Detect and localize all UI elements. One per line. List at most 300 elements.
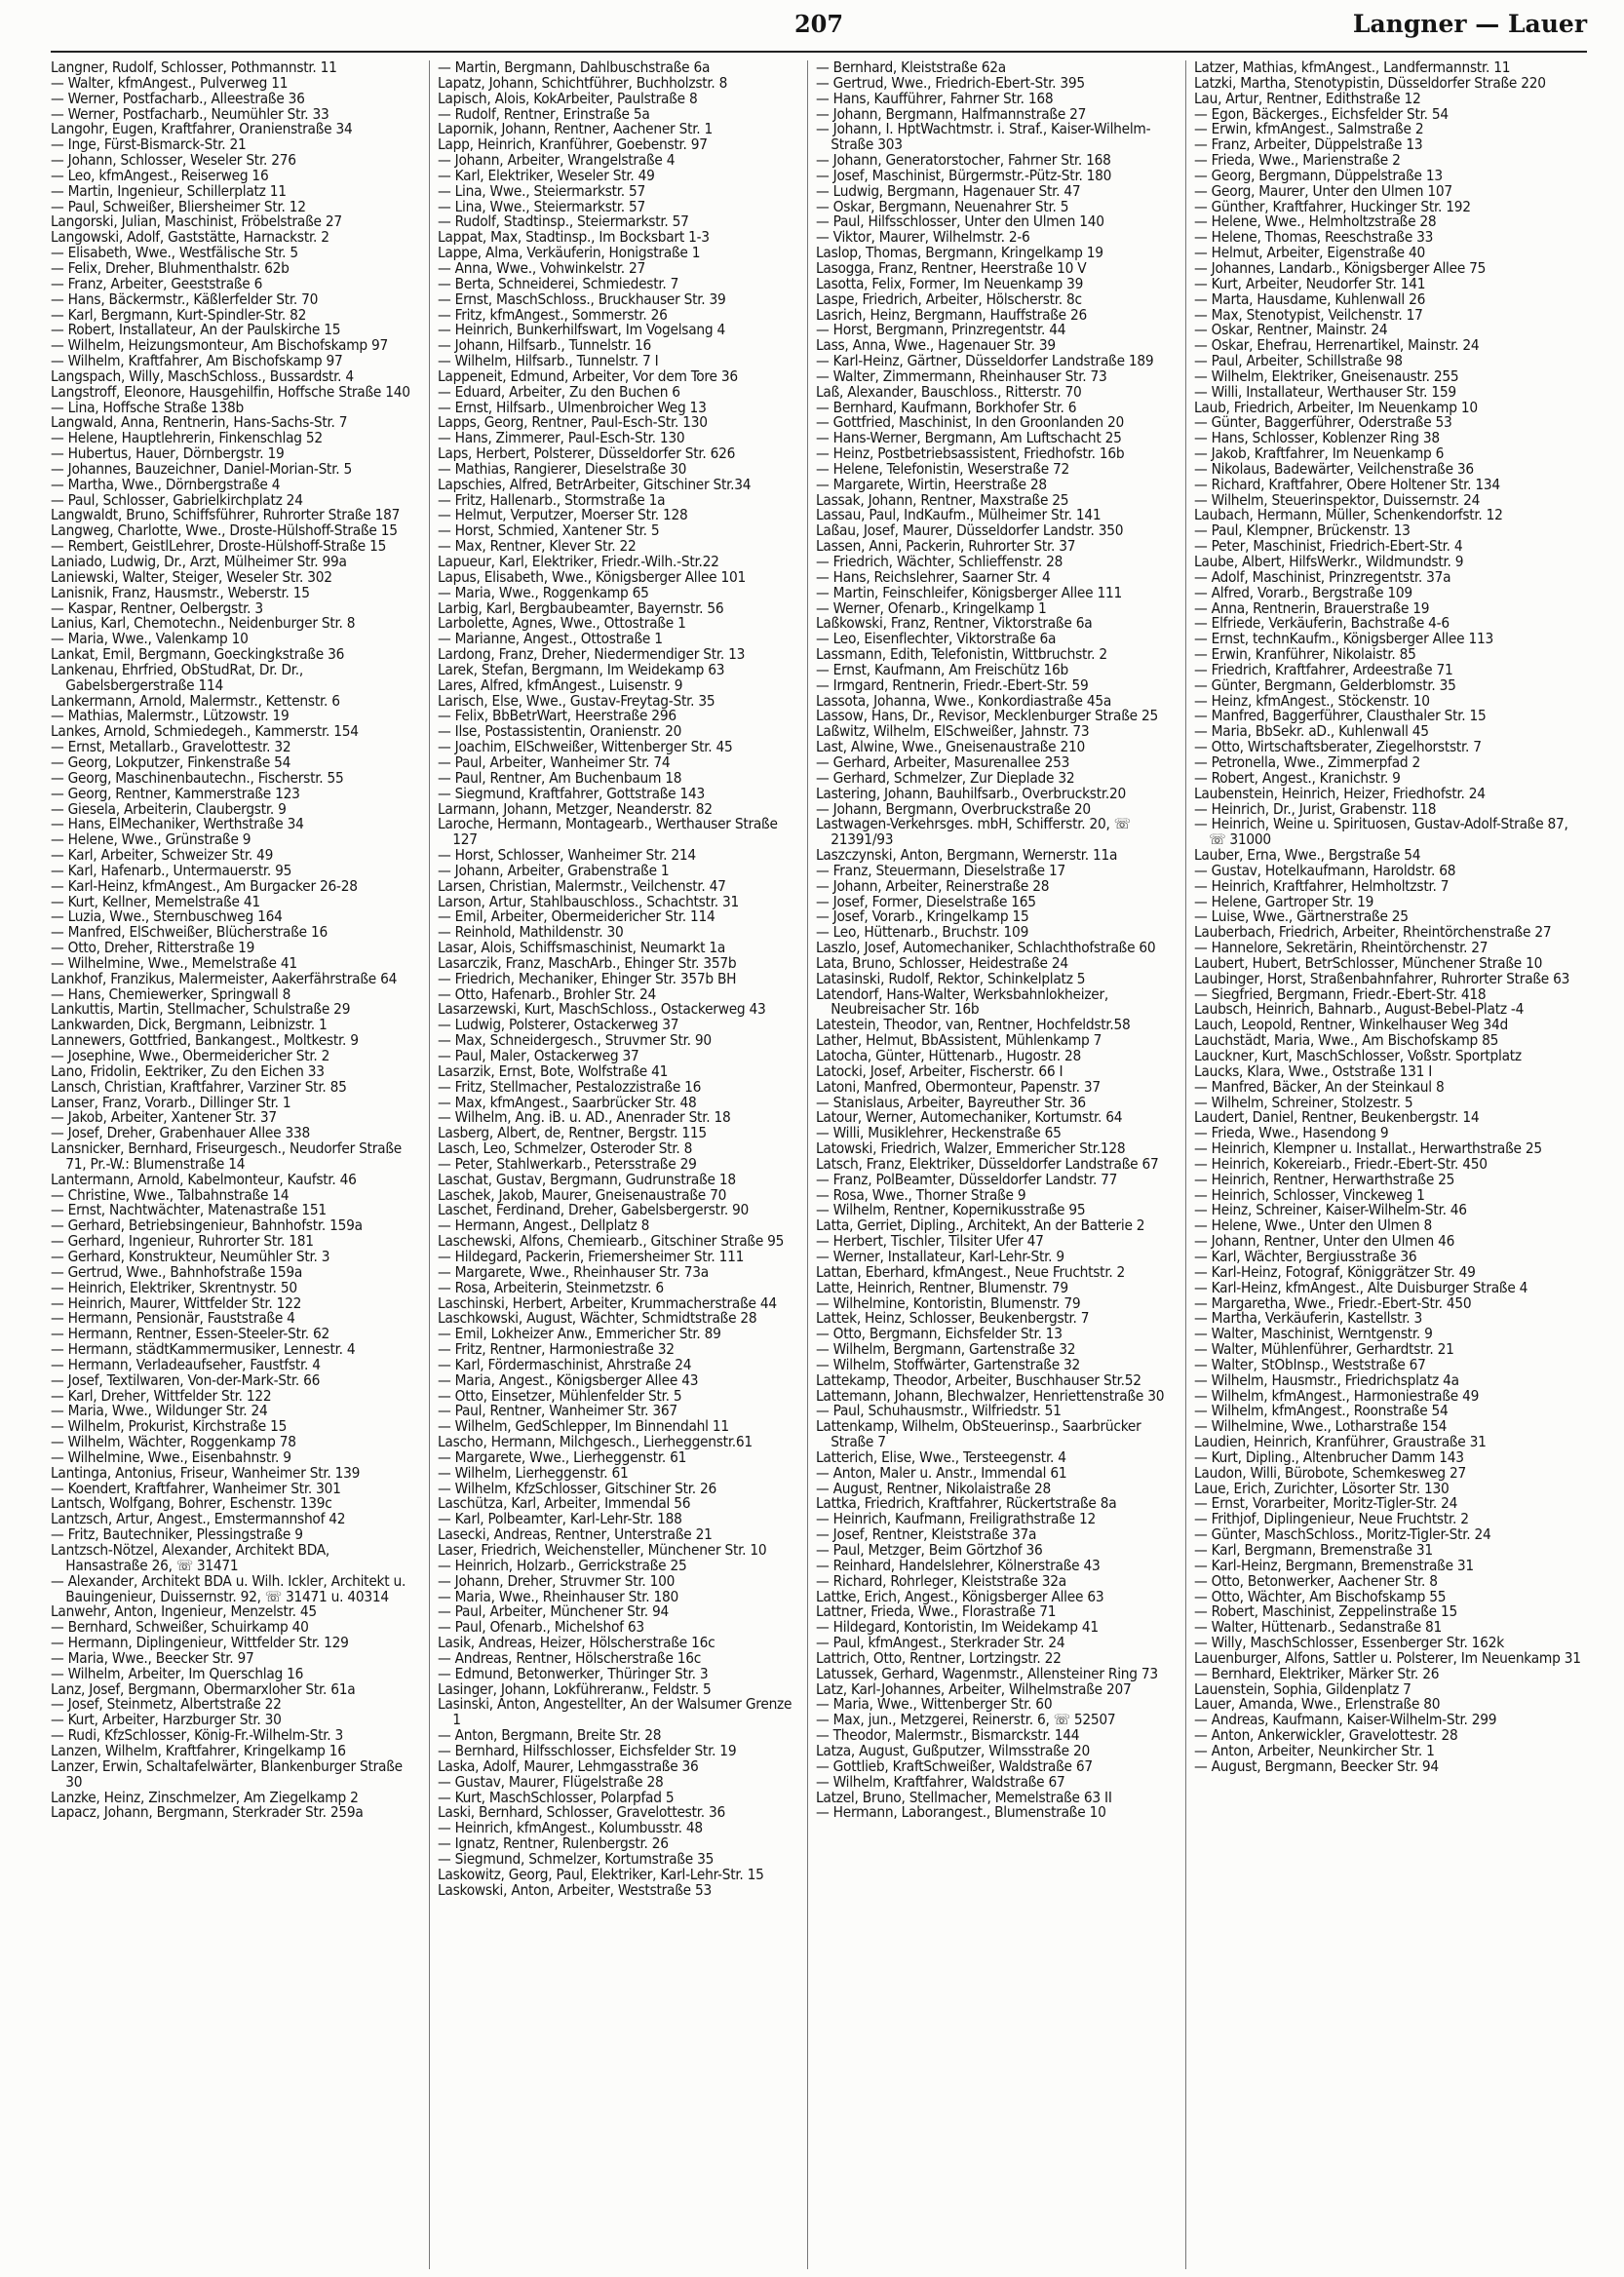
directory-entry: — Stanislaus, Arbeiter, Bayreuther Str. 36 (816, 1095, 1086, 1111)
directory-entry: — Hans-Werner, Bergmann, Am Luftschacht 25 (816, 431, 1122, 447)
directory-entry: — Egon, Bäckerges., Eichsfelder Str. 54 (1194, 106, 1449, 123)
directory-entry: — Georg, Maurer, Unter den Ulmen 107 (1194, 183, 1452, 200)
directory-entry: — Wilhelmine, Kontoristin, Blumenstr. 79 (816, 1295, 1081, 1312)
directory-entry: — Gerhard, Schmelzer, Zur Dieplade 32 (816, 770, 1075, 787)
directory-entry: Lassak, Johann, Rentner, Maxstraße 25 (816, 492, 1069, 509)
directory-entry: Laschek, Jakob, Maurer, Gneisenaustraße 70 (438, 1187, 727, 1204)
directory-entry: — Maria, Wwe., Valenkamp 10 (51, 632, 249, 648)
directory-entry: — Hermann, Laborangest., Blumenstraße 10 (816, 1805, 1106, 1822)
directory-entry: Larisch, Else, Wwe., Gustav-Freytag-Str. 35 (438, 693, 715, 710)
directory-entry: Latoni, Manfred, Obermonteur, Papenstr. 37 (816, 1079, 1101, 1096)
directory-entry: — Joachim, ElSchweißer, Wittenberger Str. 45 (438, 740, 733, 755)
directory-entry: — Gottlieb, KraftSchweißer, Waldstraße 67 (816, 1758, 1093, 1775)
directory-entry: — Bernhard, Kleiststraße 62a (816, 60, 1006, 76)
directory-entry: Langwaldt, Bruno, Schiffsführer, Ruhrorter Straße 187 (51, 508, 401, 524)
directory-entry: — Paul, Rentner, Am Buchenbaum 18 (438, 770, 682, 787)
directory-entry: Laßau, Josef, Maurer, Düsseldorfer Landstr. 350 (816, 523, 1124, 540)
directory-entry: — Fritz, kfmAngest., Sommerstr. 26 (438, 307, 668, 324)
directory-entry: — Paul, Maler, Ostackerweg 37 (438, 1049, 639, 1064)
directory-entry: Lau, Artur, Rentner, Edithstraße 12 (1194, 91, 1421, 107)
directory-entry: — Georg, Maschinenbautechn., Fischerstr. 55 (51, 770, 344, 787)
directory-entry: — Robert, Maschinist, Zeppelinstraße 15 (1194, 1604, 1458, 1621)
directory-entry: — Paul, Hilfsschlosser, Unter den Ulmen 140 (816, 214, 1104, 231)
directory-entry: — Paul, Metzger, Beim Görtzhof 36 (816, 1543, 1043, 1559)
directory-entry: — Oskar, Bergmann, Neuenahrer Str. 5 (816, 199, 1069, 215)
directory-entry: Lassota, Johanna, Wwe., Konkordiastraße 45a (816, 693, 1112, 710)
directory-entry: — Hildegard, Packerin, Friemersheimer Str. 111 (438, 1249, 745, 1265)
column-4 (1185, 60, 1588, 2269)
directory-entry: Laschet, Ferdinand, Dreher, Gabelsbergerstr. 90 (438, 1203, 750, 1219)
directory-entry: Laue, Erich, Zurichter, Lösorter Str. 130 (1194, 1481, 1450, 1497)
directory-entry: Laßwitz, Wilhelm, ElSchweißer, Jahnstr. 73 (816, 724, 1090, 741)
directory-entry: — Peter, Maschinist, Friedrich-Ebert-Str. 4 (1194, 539, 1463, 555)
directory-entry: — Johannes, Landarb., Königsberger Allee 75 (1194, 260, 1487, 277)
directory-entry: — Ignatz, Rentner, Rulenbergstr. 26 (438, 1836, 669, 1852)
directory-entry: Lasberg, Albert, de, Rentner, Bergstr. 115 (438, 1126, 707, 1142)
directory-entry: Laschütza, Karl, Arbeiter, Immendal 56 (438, 1496, 691, 1513)
directory-entry: Laskowski, Anton, Arbeiter, Weststraße 53 (438, 1882, 712, 1899)
directory-entry: Laschkowski, August, Wächter, Schmidtstraße 28 (438, 1311, 757, 1328)
directory-entry: — Kaspar, Rentner, Oelbergstr. 3 (51, 600, 263, 617)
directory-entry: — Christine, Wwe., Talbahnstraße 14 (51, 1187, 290, 1204)
directory-entry: — Andreas, Rentner, Hölscherstraße 16c (438, 1650, 702, 1667)
directory-entry: Lantsch, Wolfgang, Bohrer, Eschenstr. 139c (51, 1496, 332, 1513)
directory-entry: Laser, Friedrich, Weichensteller, Münchener Str. 10 (438, 1543, 767, 1559)
directory-entry: — Otto, Einsetzer, Mühlenfelder Str. 5 (438, 1388, 682, 1405)
directory-entry: Larbolette, Agnes, Wwe., Ottostraße 1 (438, 616, 686, 633)
directory-entry: — Hans, Reichslehrer, Saarner Str. 4 (816, 569, 1051, 586)
directory-entry: Laps, Herbert, Polsterer, Düsseldorfer Str. 626 (438, 446, 736, 462)
directory-entry: — Hans, Kaufführer, Fahrner Str. 168 (816, 91, 1054, 107)
directory-entry: Lattekamp, Theodor, Arbeiter, Buschhauser Str.52 (816, 1372, 1141, 1389)
directory-entry: — Frieda, Wwe., Marienstraße 2 (1194, 153, 1401, 169)
directory-entry: Lasch, Leo, Schmelzer, Osteroder Str. 8 (438, 1141, 693, 1157)
column-2 (429, 60, 808, 2269)
directory-entry: Lantzsch-Nötzel, Alexander, Architekt BDA, Hansastraße 26, ☏ 31471 (51, 1543, 330, 1574)
directory-entry: Lauber, Erna, Wwe., Bergstraße 54 (1194, 848, 1421, 864)
directory-entry: Langowski, Adolf, Gaststätte, Harnackstr. 2 (51, 230, 329, 247)
directory-entry: — Wilhelm, Prokurist, Kirchstraße 15 (51, 1419, 288, 1436)
directory-entry: — Günter, Baggerführer, Oderstraße 53 (1194, 415, 1452, 432)
directory-entry: Lanz, Josef, Bergmann, Obermarxloher Str. 61a (51, 1681, 356, 1698)
directory-entry: — Friedrich, Mechaniker, Ehinger Str. 357b BH (438, 971, 737, 987)
directory-entry: — Gertrud, Wwe., Friedrich-Ebert-Str. 395 (816, 75, 1085, 92)
directory-entry: Laudon, Willi, Bürobote, Schemkesweg 27 (1194, 1465, 1466, 1482)
directory-entry: — Oskar, Rentner, Mainstr. 24 (1194, 323, 1388, 339)
directory-entry: — Hans, ElMechaniker, Werthstraße 34 (51, 817, 304, 833)
directory-entry: Langohr, Eugen, Kraftfahrer, Oranienstraße 34 (51, 122, 353, 138)
directory-entry: Laski, Bernhard, Schlosser, Gravelottestr. 36 (438, 1805, 725, 1822)
directory-entry: Langstroff, Eleonore, Hausgehilfin, Hoffsche Straße 140 (51, 384, 410, 401)
directory-entry: — Ernst, MaschSchloss., Bruckhauser Str. 39 (438, 291, 726, 308)
directory-entry: — Wilhelm, Elektriker, Gneisenaustr. 255 (1194, 368, 1459, 385)
directory-entry: — Wilhelm, Lierheggenstr. 61 (438, 1465, 629, 1482)
directory-entry: — Alfred, Vorarb., Bergstraße 109 (1194, 585, 1412, 601)
directory-entry: — Hans, Zimmerer, Paul-Esch-Str. 130 (438, 431, 685, 447)
directory-entry: — Paul, Ofenarb., Michelshof 63 (438, 1620, 644, 1637)
directory-entry: — Bernhard, Hilfsschlosser, Eichsfelder Str. 19 (438, 1743, 737, 1759)
directory-entry: — Hermann, Angest., Dellplatz 8 (438, 1218, 650, 1235)
directory-entry: Laubach, Hermann, Müller, Schenkendorfstr. 12 (1194, 508, 1503, 524)
directory-entry: — Lina, Wwe., Steiermarkstr. 57 (438, 199, 646, 215)
directory-entry: — Margarete, Wirtin, Heerstraße 28 (816, 477, 1047, 493)
directory-entry: — Felix, Dreher, Bluhmenthalstr. 62b (51, 260, 290, 277)
directory-entry: — Otto, Betonwerker, Aachener Str. 8 (1194, 1573, 1438, 1590)
directory-entry: — Andreas, Kaufmann, Kaiser-Wilhelm-Str. 299 (1194, 1713, 1497, 1729)
directory-entry: — Helmut, Arbeiter, Eigenstraße 40 (1194, 246, 1426, 261)
directory-entry: — Paul, Schlosser, Gabrielkirchplatz 24 (51, 492, 303, 509)
directory-entry: — Johann, Bergmann, Halfmannstraße 27 (816, 106, 1087, 123)
directory-entry: — Frithjof, Diplingenieur, Neue Fruchtstr. 2 (1194, 1512, 1469, 1528)
directory-entry: Lasarzewski, Kurt, MaschSchloss., Ostackerweg 43 (438, 1002, 766, 1019)
directory-entry: — Reinhold, Mathildenstr. 30 (438, 925, 624, 942)
directory-entry: — August, Rentner, Nikolaistraße 28 (816, 1481, 1052, 1497)
directory-entry: Lattemann, Johann, Blechwalzer, Henriettenstraße 30 (816, 1388, 1165, 1405)
directory-entry: Laudert, Daniel, Rentner, Beukenbergstr. 14 (1194, 1110, 1480, 1127)
directory-entry: — Helene, Wwe., Grünstraße 9 (51, 832, 251, 849)
page-number: 207 (793, 10, 844, 38)
directory-entry: Larsen, Christian, Malermstr., Veilchenstr. 47 (438, 878, 726, 895)
directory-entry: — Walter, Hüttenarb., Sedanstraße 81 (1194, 1620, 1443, 1637)
directory-entry: — Paul, Arbeiter, Münchener Str. 94 (438, 1604, 670, 1621)
directory-entry: — Martin, Feinschleifer, Königsberger Allee 111 (816, 585, 1123, 601)
directory-entry: — Kurt, MaschSchlosser, Polarpfad 5 (438, 1790, 675, 1806)
directory-entry: — Wilhelm, kfmAngest., Roonstraße 54 (1194, 1404, 1449, 1420)
directory-entry: — Ernst, Nachtwächter, Matenastraße 151 (51, 1203, 327, 1219)
directory-entry: Lasarzik, Ernst, Bote, Wolfstraße 41 (438, 1063, 669, 1080)
directory-entry: — Anton, Maler u. Anstr., Immendal 61 (816, 1465, 1067, 1482)
directory-entry: — Walter, Mühlenführer, Gerhardtstr. 21 (1194, 1342, 1454, 1358)
directory-entry: — Johann, I. HptWachtmstr. i. Straf., Kaiser-Wilhelm-Straße 303 (816, 122, 1151, 154)
directory-entry: — Rembert, GeistlLehrer, Droste-Hülshoff-Straße 15 (51, 539, 387, 555)
directory-entry: Lapp, Heinrich, Kranführer, Goebenstr. 97 (438, 137, 708, 154)
directory-entry: — Hermann, Pensionär, Fauststraße 4 (51, 1311, 295, 1328)
directory-entry: — Heinrich, Schlosser, Vinckeweg 1 (1194, 1187, 1425, 1204)
directory-entry: — Karl, Hafenarb., Untermauerstr. 95 (51, 863, 292, 879)
directory-entry: Larbig, Karl, Bergbaubeamter, Bayernstr. 56 (438, 600, 724, 617)
directory-entry: — Maria, Wwe., Roggenkamp 65 (438, 585, 649, 601)
directory-entry: Lantzsch, Artur, Angest., Emstermannshof 42 (51, 1512, 346, 1528)
directory-entry: — Heinrich, kfmAngest., Kolumbusstr. 48 (438, 1821, 703, 1837)
directory-entry: — Franz, PolBeamter, Düsseldorfer Landstr. 77 (816, 1172, 1118, 1188)
directory-entry: Lattka, Friedrich, Kraftfahrer, Rückertstraße 8a (816, 1496, 1117, 1513)
directory-entry: — Karl-Heinz, kfmAngest., Am Burgacker 26-28 (51, 878, 358, 895)
directory-entry: Lapatz, Johann, Schichtführer, Buchholzstr. 8 (438, 75, 728, 92)
directory-entry: Laspe, Friedrich, Arbeiter, Hölscherstr. 8c (816, 291, 1082, 308)
directory-entry: — Otto, Wirtschaftsberater, Ziegelhorststr. 7 (1194, 740, 1482, 755)
directory-entry: — Wilhelm, Hausmstr., Friedrichsplatz 4a (1194, 1372, 1459, 1389)
directory-entry: — Paul, Schweißer, Bliersheimer Str. 12 (51, 199, 306, 215)
directory-entry: Langner, Rudolf, Schlosser, Pothmannstr. 11 (51, 60, 337, 76)
directory-entry: — Mathias, Malermstr., Lützowstr. 19 (51, 709, 290, 725)
directory-entry: — Wilhelm, Hilfsarb., Tunnelstr. 7 I (438, 354, 659, 369)
directory-entry: — Max, jun., Metzgerei, Reinerstr. 6, ☏ 52507 (816, 1713, 1116, 1729)
directory-entry: Laschat, Gustav, Bergmann, Gudrunstraße 18 (438, 1172, 736, 1188)
directory-entry: — Wilhelmine, Wwe., Eisenbahnstr. 9 (51, 1449, 291, 1466)
directory-entry: — Hans, Chemiewerker, Springwall 8 (51, 986, 291, 1003)
directory-entry: — Heinrich, Maurer, Wittfelder Str. 122 (51, 1295, 302, 1312)
directory-entry: Lattan, Eberhard, kfmAngest., Neue Fruchtstr. 2 (816, 1264, 1126, 1281)
directory-entry: Lapus, Elisabeth, Wwe., Königsberger Allee 101 (438, 569, 747, 586)
directory-entry: — Jakob, Arbeiter, Xantener Str. 37 (51, 1110, 277, 1127)
directory-entry: — Gerhard, Konstrukteur, Neumühler Str. 3 (51, 1249, 330, 1265)
directory-entry: — Werner, Ofenarb., Kringelkamp 1 (816, 600, 1047, 617)
directory-entry: — August, Bergmann, Beecker Str. 94 (1194, 1758, 1439, 1775)
directory-entry: — Alexander, Architekt BDA u. Wilh. Ickler, Architekt u. Bauingenieur, Duissernstr. 92, ☏ 31471 u. 40314 (51, 1573, 406, 1605)
directory-entry: Lasecki, Andreas, Rentner, Unterstraße 21 (438, 1527, 713, 1543)
directory-entry: — Franz, Arbeiter, Geeststraße 6 (51, 276, 263, 292)
directory-entry: — Anna, Wwe., Vohwinkelstr. 27 (438, 260, 646, 277)
directory-entry: — Jakob, Kraftfahrer, Im Neuenkamp 6 (1194, 446, 1445, 462)
directory-entry: — Georg, Bergmann, Düppelstraße 13 (1194, 168, 1443, 184)
directory-entry: — Horst, Schmied, Xantener Str. 5 (438, 523, 660, 540)
directory-entry: Laucks, Klara, Wwe., Oststraße 131 I (1194, 1063, 1433, 1080)
directory-entry: — Helene, Thomas, Reeschstraße 33 (1194, 230, 1434, 247)
directory-entry: Laubert, Hubert, BetrSchlosser, Münchener Straße 10 (1194, 955, 1543, 972)
directory-entry: Lassau, Paul, IndKaufm., Mülheimer Str. 141 (816, 508, 1102, 524)
directory-entry: Lappeneit, Edmund, Arbeiter, Vor dem Tore 36 (438, 368, 738, 385)
directory-entry: — Kurt, Kellner, Memelstraße 41 (51, 894, 260, 910)
directory-entry: — Berta, Schneiderei, Schmiedestr. 7 (438, 276, 679, 292)
directory-entry: — Maria, Wwe., Rheinhauser Str. 180 (438, 1589, 679, 1605)
directory-entry: — Eduard, Arbeiter, Zu den Buchen 6 (438, 384, 680, 401)
directory-entry: Latowski, Friedrich, Walzer, Emmericher Str.128 (816, 1141, 1126, 1157)
directory-entry: — Johannes, Bauzeichner, Daniel-Morian-Str. 5 (51, 461, 352, 478)
directory-entry: — Hubertus, Hauer, Dörnbergstr. 19 (51, 446, 285, 462)
directory-entry: — Leo, kfmAngest., Reiserweg 16 (51, 168, 269, 184)
directory-entry: — Giesela, Arbeiterin, Claubergstr. 9 (51, 801, 287, 818)
directory-entry: — Heinrich, Weine u. Spirituosen, Gustav-Adolf-Straße 87, ☏ 31000 (1194, 817, 1568, 849)
directory-entry: — Wilhelmine, Wwe., Lotharstraße 154 (1194, 1419, 1448, 1436)
directory-entry: Lappe, Alma, Verkäuferin, Honigstraße 1 (438, 246, 701, 261)
directory-entry: — Ernst, Hilfsarb., Ulmenbroicher Weg 13 (438, 400, 707, 416)
directory-entry: Latte, Heinrich, Rentner, Blumenstr. 79 (816, 1280, 1068, 1296)
directory-entry: Lankuttis, Martin, Stellmacher, Schulstraße 29 (51, 1002, 351, 1019)
directory-entry: — Josef, Textilwaren, Von-der-Mark-Str. 66 (51, 1372, 321, 1389)
directory-entry: Lassmann, Edith, Telefonistin, Wittbruchstr. 2 (816, 647, 1107, 663)
directory-entry: Lapisch, Alois, KokArbeiter, Paulstraße 8 (438, 91, 698, 107)
directory-entry: — Siegfried, Bergmann, Friedr.-Ebert-Str. 418 (1194, 986, 1487, 1003)
directory-entry: — Karl-Heinz, Fotograf, Königgrätzer Str. 49 (1194, 1264, 1476, 1281)
directory-entry: — Helene, Wwe., Unter den Ulmen 8 (1194, 1218, 1432, 1235)
directory-entry: — Bernhard, Schweißer, Schuirkamp 40 (51, 1620, 309, 1637)
directory-entry: Lattner, Frieda, Wwe., Florastraße 71 (816, 1604, 1057, 1621)
directory-entry: Lapornik, Johann, Rentner, Aachener Str. 1 (438, 122, 713, 138)
directory-entry: — Georg, Lokputzer, Finkenstraße 54 (51, 754, 291, 771)
directory-entry: Latocha, Günter, Hüttenarb., Hugostr. 28 (816, 1049, 1082, 1064)
directory-entry: Latestein, Theodor, van, Rentner, Hochfeldstr.58 (816, 1018, 1131, 1034)
directory-entry: — Josef, Former, Dieselstraße 165 (816, 894, 1036, 910)
directory-entry: Latour, Werner, Automechaniker, Kortumstr. 64 (816, 1110, 1123, 1127)
directory-entry: Lassen, Anni, Packerin, Ruhrorter Str. 37 (816, 539, 1076, 555)
directory-entry: — Otto, Wächter, Am Bischofskamp 55 (1194, 1589, 1447, 1605)
directory-entry: — Friedrich, Kraftfahrer, Ardeestraße 71 (1194, 662, 1453, 678)
directory-entry: Lanwehr, Anton, Ingenieur, Menzelstr. 45 (51, 1604, 317, 1621)
directory-entry: Laslop, Thomas, Bergmann, Kringelkamp 19 (816, 246, 1103, 261)
directory-entry: — Margaretha, Wwe., Friedr.-Ebert-Str. 450 (1194, 1295, 1472, 1312)
directory-entry: Lankhof, Franzikus, Malermeister, Aakerfährstraße 64 (51, 971, 398, 987)
directory-entry: — Horst, Schlosser, Wanheimer Str. 214 (438, 848, 696, 864)
directory-entry: Lankwarden, Dick, Bergmann, Leibnizstr. 1 (51, 1018, 328, 1034)
directory-entry: — Robert, Angest., Kranichstr. 9 (1194, 770, 1401, 787)
directory-entry: — Josef, Vorarb., Kringelkamp 15 (816, 909, 1029, 926)
directory-entry: — Gustav, Maurer, Flügelstraße 28 (438, 1774, 664, 1791)
directory-entry: Laniado, Ludwig, Dr., Arzt, Mülheimer Str. 99a (51, 555, 347, 570)
directory-entry: Lanisnik, Franz, Hausmstr., Weberstr. 15 (51, 585, 310, 601)
directory-entry: — Kurt, Dipling., Altenbrucher Damm 143 (1194, 1449, 1464, 1466)
directory-entry: — Paul, Rentner, Wanheimer Str. 367 (438, 1404, 677, 1420)
directory-entry: Lasarczik, Franz, MaschArb., Ehinger Str. 357b (438, 955, 737, 972)
directory-entry: — Luzia, Wwe., Sternbuschweg 164 (51, 909, 283, 926)
directory-entry: — Siegmund, Kraftfahrer, Gottstraße 143 (438, 786, 706, 802)
directory-entry: — Josephine, Wwe., Obermeidericher Str. 2 (51, 1049, 330, 1064)
directory-entry: — Josef, Rentner, Kleiststraße 37a (816, 1527, 1037, 1543)
directory-entry: Lauenstein, Sophia, Gildenplatz 7 (1194, 1681, 1411, 1698)
directory-entry: — Bernhard, Kaufmann, Borkhofer Str. 6 (816, 400, 1077, 416)
directory-entry: — Willi, Musiklehrer, Heckenstraße 65 (816, 1126, 1062, 1142)
directory-entry: — Werner, Postfacharb., Alleestraße 36 (51, 91, 305, 107)
directory-entry: — Karl-Heinz, Gärtner, Düsseldorfer Landstraße 189 (816, 354, 1154, 369)
directory-entry: Lattke, Erich, Angest., Königsberger Allee 63 (816, 1589, 1104, 1605)
directory-entry: — Felix, BbBetrWart, Heerstraße 296 (438, 709, 677, 725)
directory-entry: — Karl, Arbeiter, Schweizer Str. 49 (51, 848, 274, 864)
directory-entry: — Herbert, Tischler, Tilsiter Ufer 47 (816, 1234, 1044, 1250)
directory-entry: — Heinrich, Dr., Jurist, Grabenstr. 118 (1194, 801, 1437, 818)
directory-entry: — Lina, Hoffsche Straße 138b (51, 400, 244, 416)
directory-entry: Laßkowski, Franz, Rentner, Viktorstraße 6a (816, 616, 1093, 633)
directory-entry: Lastering, Johann, Bauhilfsarb., Overbruckstr.20 (816, 786, 1126, 802)
directory-entry: — Johann, Generatorstocher, Fahrner Str. 168 (816, 153, 1111, 169)
directory-entry: — Margarete, Wwe., Lierheggenstr. 61 (438, 1449, 687, 1466)
directory-entry: — Manfred, ElSchweißer, Blücherstraße 16 (51, 925, 328, 942)
directory-entry: Lasrich, Heinz, Bergmann, Hauffstraße 26 (816, 307, 1088, 324)
page-header (51, 10, 1587, 49)
directory-entry: — Anna, Rentnerin, Brauerstraße 19 (1194, 600, 1430, 617)
directory-entry: — Hermann, Verladeaufseher, Faustfstr. 4 (51, 1357, 321, 1373)
directory-entry: Laszlo, Josef, Automechaniker, Schlachthofstraße 60 (816, 941, 1156, 956)
directory-entry: Larmann, Johann, Metzger, Neanderstr. 82 (438, 801, 713, 818)
directory-entry: — Elfriede, Verkäuferin, Bachstraße 4-6 (1194, 616, 1450, 633)
directory-entry: — Elisabeth, Wwe., Westfälische Str. 5 (51, 246, 298, 261)
directory-entry: — Rudi, KfzSchlosser, König-Fr.-Wilhelm-Str. 3 (51, 1728, 343, 1744)
directory-entry: — Hannelore, Sekretärin, Rheintörchenstr. 27 (1194, 941, 1489, 956)
directory-entry: — Karl, Wächter, Bergiusstraße 36 (1194, 1249, 1417, 1265)
directory-entry: — Karl, Bergmann, Bremenstraße 31 (1194, 1543, 1433, 1559)
directory-entry: — Günter, MaschSchloss., Moritz-Tigler-Str. 24 (1194, 1527, 1491, 1543)
directory-entry: Lauchstädt, Maria, Wwe., Am Bischofskamp 85 (1194, 1033, 1499, 1049)
directory-entry: — Heinrich, Rentner, Herwarthstraße 25 (1194, 1172, 1455, 1188)
directory-entry: — Leo, Eisenflechter, Viktorstraße 6a (816, 632, 1057, 648)
directory-entry: Lasinski, Anton, Angestellter, An der Walsumer Grenze 1 (438, 1697, 793, 1729)
directory-entry: — Heinrich, Elektriker, Skrentnystr. 50 (51, 1280, 297, 1296)
directory-entry: — Lina, Wwe., Steiermarkstr. 57 (438, 183, 646, 200)
directory-entry: Latocki, Josef, Arbeiter, Fischerstr. 66 I (816, 1063, 1063, 1080)
directory-entry: — Wilhelm, Arbeiter, Im Querschlag 16 (51, 1666, 304, 1682)
directory-entry: — Martin, Ingenieur, Schillerplatz 11 (51, 183, 287, 200)
directory-entry: — Ernst, Vorarbeiter, Moritz-Tigler-Str. 24 (1194, 1496, 1458, 1513)
directory-entry: Langweg, Charlotte, Wwe., Droste-Hülshoff-Straße 15 (51, 523, 398, 540)
directory-entry: — Heinrich, Kraftfahrer, Helmholtzstr. 7 (1194, 878, 1450, 895)
directory-entry: — Paul, Arbeiter, Wanheimer Str. 74 (438, 754, 671, 771)
directory-entry: — Heinrich, Klempner u. Installat., Herwarthstraße 25 (1194, 1141, 1542, 1157)
directory-entry: Lauberbach, Friedrich, Arbeiter, Rheintörchenstraße 27 (1194, 925, 1552, 942)
directory-entry: — Manfred, Baggerführer, Clausthaler Str. 15 (1194, 709, 1487, 725)
directory-entry: — Otto, Hafenarb., Brohler Str. 24 (438, 986, 657, 1003)
directory-entry: — Hermann, städtKammermusiker, Lennestr. 4 (51, 1342, 356, 1358)
directory-entry: Lanzen, Wilhelm, Kraftfahrer, Kringelkamp 16 (51, 1743, 346, 1759)
directory-entry: — Leo, Hüttenarb., Bruchstr. 109 (816, 925, 1029, 942)
directory-entry: — Karl, Dreher, Wittfelder Str. 122 (51, 1388, 272, 1405)
directory-entry: — Franz, Steuermann, Dieselstraße 17 (816, 863, 1065, 879)
directory-entry: Lares, Alfred, kfmAngest., Luisenstr. 9 (438, 677, 683, 694)
directory-entry: — Reinhard, Handelslehrer, Kölnerstraße 43 (816, 1558, 1101, 1574)
directory-entry: — Gerhard, Betriebsingenieur, Bahnhofstr. 159a (51, 1218, 363, 1235)
directory-entry: — Heinz, Schreiner, Kaiser-Wilhelm-Str. 46 (1194, 1203, 1467, 1219)
directory-entry: — Max, Stenotypist, Veilchenstr. 17 (1194, 307, 1423, 324)
directory-entry: — Willi, Installateur, Werthauser Str. 159 (1194, 384, 1456, 401)
directory-entry: — Helene, Telefonistin, Weserstraße 72 (816, 461, 1070, 478)
directory-entry: — Johann, Hilfsarb., Tunnelstr. 16 (438, 338, 652, 355)
directory-entry: — Maria, Wwe., Beecker Str. 97 (51, 1650, 254, 1667)
directory-entry: — Oskar, Ehefrau, Herrenartikel, Mainstr. 24 (1194, 338, 1480, 355)
directory-entry: — Ernst, technKaufm., Königsberger Allee 113 (1194, 632, 1493, 648)
directory-entry: Lardong, Franz, Dreher, Niedermendiger Str. 13 (438, 647, 746, 663)
directory-entry: Lapschies, Alfred, BetrArbeiter, Gitschiner Str.34 (438, 477, 752, 493)
directory-entry: — Walter, kfmAngest., Pulverweg 11 (51, 75, 289, 92)
directory-entry: — Walter, Zimmermann, Rheinhauser Str. 73 (816, 368, 1107, 385)
directory-entry: — Johann, Arbeiter, Wrangelstraße 4 (438, 153, 676, 169)
directory-entry: Laube, Albert, HilfsWerkr., Wildmundstr. 9 (1194, 555, 1464, 570)
directory-entry: Lassow, Hans, Dr., Revisor, Mecklenburger Straße 25 (816, 709, 1158, 725)
directory-entry: — Wilhelm, Wächter, Roggenkamp 78 (51, 1435, 296, 1450)
directory-entry: — Theodor, Malermstr., Bismarckstr. 144 (816, 1728, 1080, 1744)
directory-entry: Langorski, Julian, Maschinist, Fröbelstraße 27 (51, 214, 342, 231)
directory-entry: Laubsch, Heinrich, Bahnarb., August-Bebel-Platz -4 (1194, 1002, 1525, 1019)
directory-entry: — Friedrich, Wächter, Schlieffenstr. 28 (816, 555, 1063, 570)
directory-entry: — Max, kfmAngest., Saarbrücker Str. 48 (438, 1095, 697, 1111)
directory-entry: — Josef, Steinmetz, Albertstraße 22 (51, 1697, 282, 1714)
directory-entry: — Maria, Angest., Königsberger Allee 43 (438, 1372, 699, 1389)
directory-entry: — Hermann, Diplingenieur, Wittfelder Str. 129 (51, 1636, 349, 1651)
directory-entry: — Walter, Maschinist, Werntgenstr. 9 (1194, 1327, 1433, 1343)
directory-entry: — Hans, Schlosser, Koblenzer Ring 38 (1194, 431, 1440, 447)
directory-entry: — Otto, Bergmann, Eichsfelder Str. 13 (816, 1327, 1063, 1343)
directory-entry: — Helene, Wwe., Helmholtzstraße 28 (1194, 214, 1437, 231)
directory-entry: — Robert, Installateur, An der Paulskirche 15 (51, 323, 341, 339)
directory-entry: Lascho, Hermann, Milchgesch., Lierheggenstr.61 (438, 1435, 753, 1450)
directory-entry: Lass, Anna, Wwe., Hagenauer Str. 39 (816, 338, 1056, 355)
directory-entry: — Richard, Kraftfahrer, Obere Holtener Str. 134 (1194, 477, 1500, 493)
directory-entry: Lantermann, Arnold, Kabelmonteur, Kaufstr. 46 (51, 1172, 357, 1188)
directory-entry: — Luise, Wwe., Gärtnerstraße 25 (1194, 909, 1409, 926)
directory-entry: — Wilhelm, Kraftfahrer, Am Bischofskamp 97 (51, 354, 343, 369)
directory-entry: — Irmgard, Rentnerin, Friedr.-Ebert-Str. 59 (816, 677, 1089, 694)
directory-entry: — Heinz, kfmAngest., Stöckenstr. 10 (1194, 693, 1430, 710)
directory-entry: Lasinger, Johann, Lokführeranw., Feldstr. 5 (438, 1681, 712, 1698)
directory-entry: — Helene, Hauptlehrerin, Finkenschlag 52 (51, 431, 323, 447)
directory-entry: — Wilhelm, Heizungsmonteur, Am Bischofskamp 97 (51, 338, 388, 355)
directory-entry: — Johann, Arbeiter, Reinerstraße 28 (816, 878, 1050, 895)
directory-entry: Laroche, Hermann, Montagearb., Werthauser Straße 127 (438, 817, 778, 849)
directory-entry: Latzki, Martha, Stenotypistin, Düsseldorfer Straße 220 (1194, 75, 1546, 92)
directory-entry: — Erwin, kfmAngest., Salmstraße 2 (1194, 122, 1424, 138)
directory-entry: — Anton, Bergmann, Breite Str. 28 (438, 1728, 662, 1744)
directory-entry: — Willy, MaschSchlosser, Essenberger Str. 162k (1194, 1636, 1504, 1651)
directory-entry: — Gerhard, Arbeiter, Masurenallee 253 (816, 754, 1070, 771)
directory-entry: Lather, Helmut, BbAssistent, Mühlenkamp 7 (816, 1033, 1102, 1049)
directory-entry: — Paul, Klempner, Brückenstr. 13 (1194, 523, 1411, 540)
directory-entry: — Koendert, Kraftfahrer, Wanheimer Str. 301 (51, 1481, 341, 1497)
